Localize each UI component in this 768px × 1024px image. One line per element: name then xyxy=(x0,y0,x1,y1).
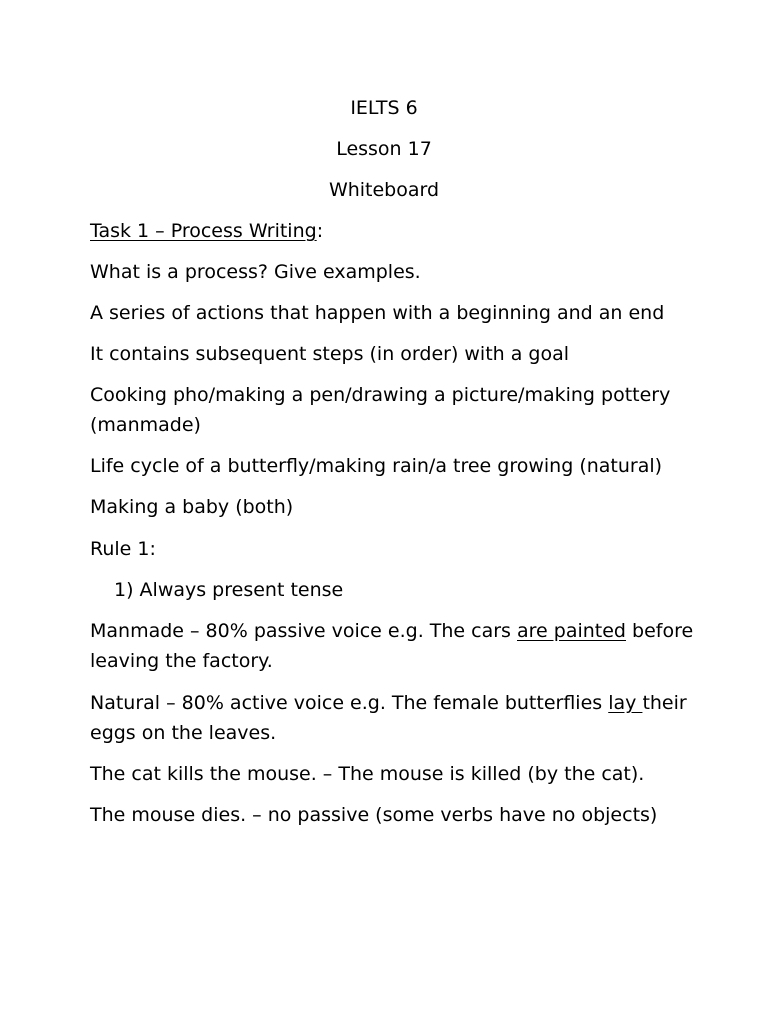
course-title: IELTS 6 xyxy=(350,97,418,119)
task-colon: : xyxy=(316,220,324,242)
rule-item: 1) Always present tense xyxy=(114,579,344,601)
active-example-line-2: eggs on the leaves. xyxy=(90,722,277,744)
passive-underlined-phrase: are painted xyxy=(517,620,626,642)
manmade-examples-line: Cooking pho/making a pen/drawing a picture/making pottery xyxy=(90,384,671,406)
cat-example-line: The cat kills the mouse. – The mouse is killed (by the cat). xyxy=(90,763,645,785)
active-example-line xyxy=(90,688,687,718)
task-title: Task 1 – Process Writing xyxy=(90,220,317,242)
active-underlined-word: lay xyxy=(608,692,643,714)
passive-text-before: Manmade – 80% passive voice e.g. The cars xyxy=(90,620,517,642)
lesson-title: Lesson 17 xyxy=(336,138,432,160)
task-heading xyxy=(90,216,680,246)
passive-text-after: before xyxy=(626,620,694,642)
definition-line: A series of actions that happen with a beginning and an end xyxy=(90,302,665,324)
passive-example-line xyxy=(90,616,694,646)
natural-examples-line: Life cycle of a butterfly/making rain/a tree growing (natural) xyxy=(90,455,663,477)
whiteboard-title: Whiteboard xyxy=(328,179,440,201)
mouse-example-line: The mouse dies. – no passive (some verbs have no objects) xyxy=(90,804,658,826)
rule-heading: Rule 1: xyxy=(90,538,156,560)
both-example-line: Making a baby (both) xyxy=(90,496,294,518)
manmade-label-line: (manmade) xyxy=(90,414,201,436)
question-line: What is a process? Give examples. xyxy=(90,261,421,283)
steps-line: It contains subsequent steps (in order) with a goal xyxy=(90,343,570,365)
active-text-after: their xyxy=(642,692,687,714)
passive-example-line-2: leaving the factory. xyxy=(90,650,273,672)
active-text-before: Natural – 80% active voice e.g. The female butterflies xyxy=(90,692,609,714)
